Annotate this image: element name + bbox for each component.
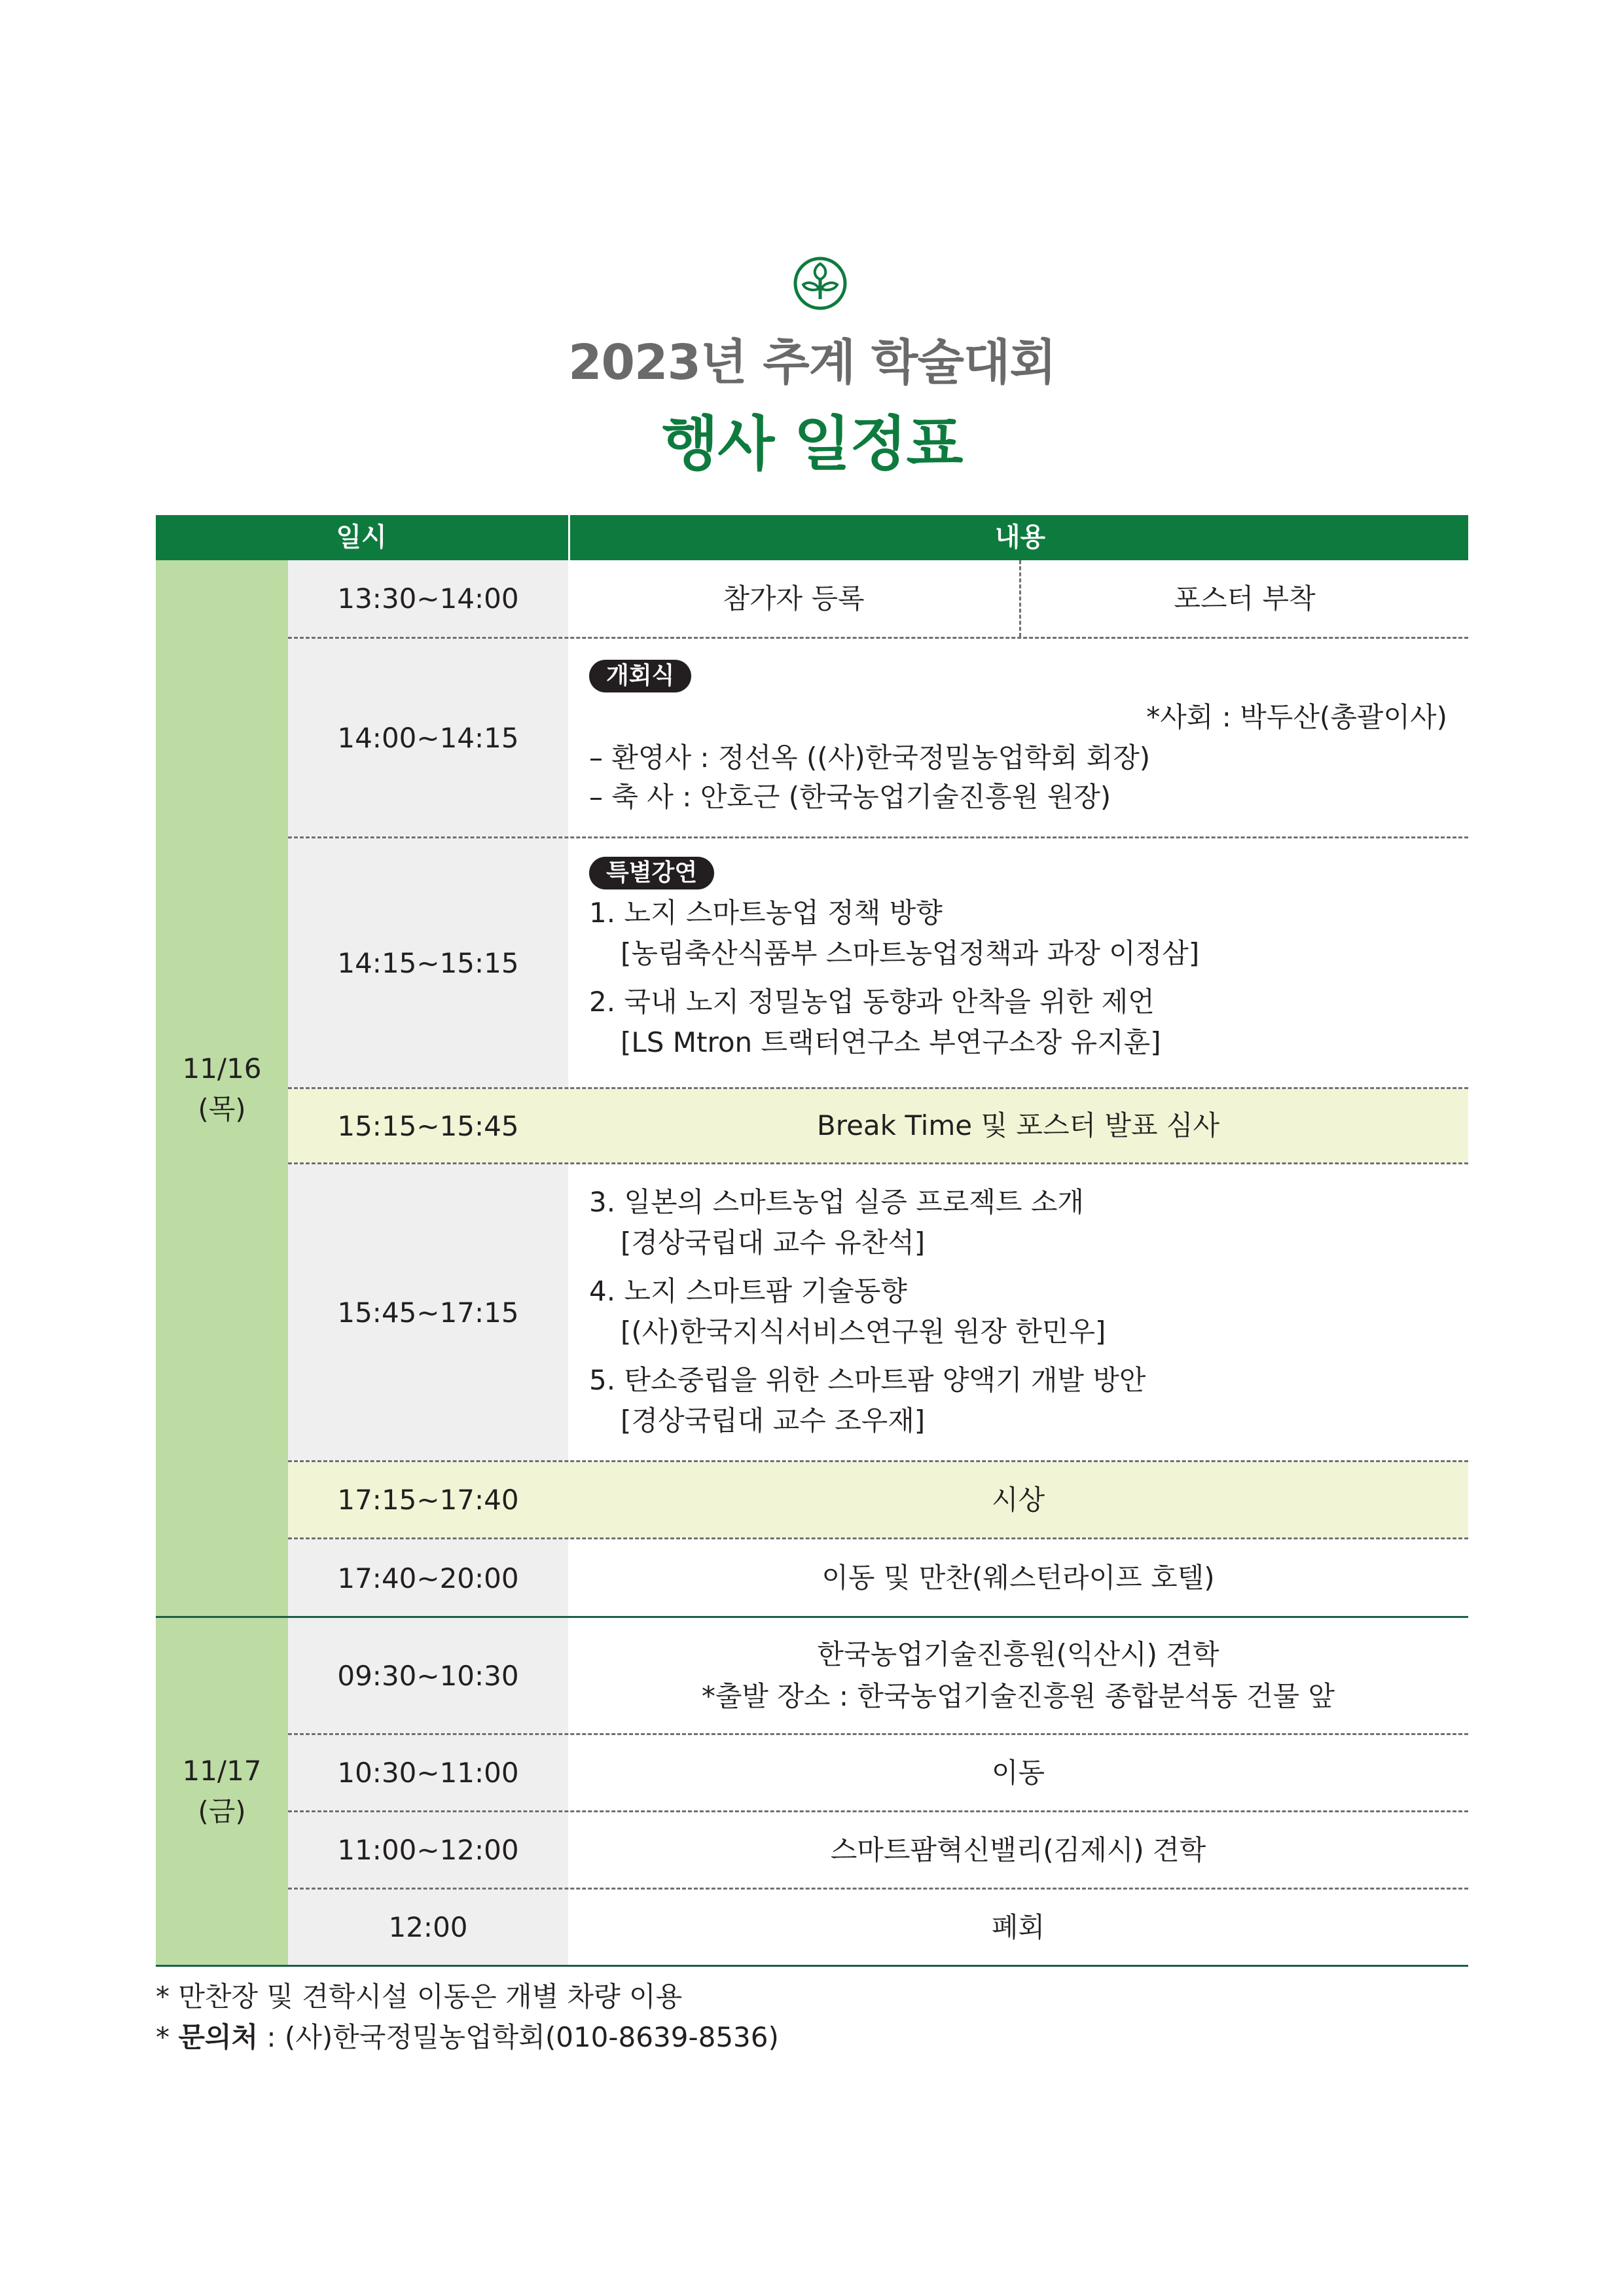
badge-opening: 개회식 [589, 660, 691, 692]
day-date: 11/17 [182, 1755, 262, 1787]
text-line: 2. 국내 노지 정밀농업 동향과 안착을 위한 제언 [589, 986, 1155, 1018]
content-opening [568, 639, 1468, 836]
content-dinner: 이동 및 만찬(웨스턴라이프 호텔) [821, 1562, 1215, 1594]
time-cell: 15:15~15:45 [288, 1089, 568, 1162]
note-contact [156, 2017, 779, 2058]
badge-special-lecture: 특별강연 [589, 857, 714, 889]
text-line: [LS Mtron 트랙터연구소 부연구소장 유지훈] [621, 1026, 1161, 1058]
content-break: Break Time 및 포스터 발표 심사 [568, 1089, 1468, 1162]
header-date: 일시 [336, 522, 387, 552]
text-line: *출발 장소 : 한국농업기술진흥원 종합분석동 건물 앞 [701, 1680, 1335, 1712]
content-special-lecture [568, 838, 1468, 1087]
time-cell: 17:40~20:00 [288, 1539, 568, 1617]
text-line: [경상국립대 교수 유찬석] [621, 1227, 926, 1259]
table-header [156, 515, 1468, 560]
content-registration: 참가자 등록 [723, 582, 865, 615]
time-cell: 14:15~15:15 [288, 838, 568, 1087]
note-bullet: * [156, 2021, 179, 2053]
note-transport: * 만찬장 및 견학시설 이동은 개별 차량 이용 [156, 1981, 683, 2013]
day-weekday: (목) [198, 1093, 246, 1125]
sprout-logo-icon [793, 256, 848, 311]
event-title: 2023년 추계 학술대회 [568, 334, 1056, 391]
text-line: 4. 노지 스마트팜 기술동향 [589, 1275, 907, 1307]
time-cell: 11:00~12:00 [288, 1812, 568, 1888]
note-contact-label: 문의처 [178, 2021, 259, 2053]
time-cell: 15:45~17:15 [288, 1164, 568, 1460]
content-tour [568, 1618, 1468, 1733]
text-line: – 축 사 : 안호근 (한국농업기술진흥원 원장) [589, 781, 1111, 813]
content-valley-tour: 스마트팜혁신밸리(김제시) 견학 [830, 1833, 1206, 1866]
time-cell: 10:30~11:00 [288, 1735, 568, 1810]
content-poster: 포스터 부착 [1174, 582, 1316, 615]
time-cell: 09:30~10:30 [288, 1618, 568, 1733]
text-line: 한국농업기술진흥원(익산시) 견학 [817, 1638, 1219, 1670]
time-cell: 13:30~14:00 [288, 560, 568, 637]
text-line: [(사)한국지식서비스연구원 원장 한민우] [621, 1316, 1106, 1348]
text-line: [경상국립대 교수 조우재] [621, 1405, 926, 1437]
content-closing: 폐회 [991, 1910, 1045, 1943]
content-awards: 시상 [568, 1462, 1468, 1537]
text-line: 5. 탄소중립을 위한 스마트팜 양액기 개발 방안 [589, 1364, 1146, 1396]
column-divider [1019, 560, 1021, 637]
text-line: 3. 일본의 스마트농업 실증 프로젝트 소개 [589, 1186, 1084, 1218]
day-date: 11/16 [182, 1052, 262, 1085]
schedule-title: 행사 일정표 [661, 410, 963, 478]
content-move: 이동 [991, 1756, 1045, 1789]
text-line: – 환영사 : 정선옥 ((사)한국정밀농업학회 회장) [589, 742, 1151, 774]
time-cell: 14:00~14:15 [288, 639, 568, 836]
table-bottom-border [156, 1965, 1468, 1967]
text-line: 1. 노지 스마트농업 정책 방향 [589, 897, 943, 929]
note-contact-text: : (사)한국정밀농업학회(010-8639-8536) [258, 2021, 779, 2053]
time-cell: 17:15~17:40 [288, 1462, 568, 1537]
text-line: [농림축산식품부 스마트농업정책과 과장 이정삼] [621, 937, 1200, 969]
day-cell-1117 [156, 1618, 288, 1965]
time-cell: 12:00 [288, 1890, 568, 1965]
day-cell-1116 [156, 560, 288, 1618]
day-weekday: (금) [198, 1795, 246, 1827]
header-content: 내용 [568, 515, 1470, 560]
content-presentations [568, 1164, 1468, 1460]
host-line: *사회 : 박두산(총괄이사) [1146, 701, 1447, 733]
